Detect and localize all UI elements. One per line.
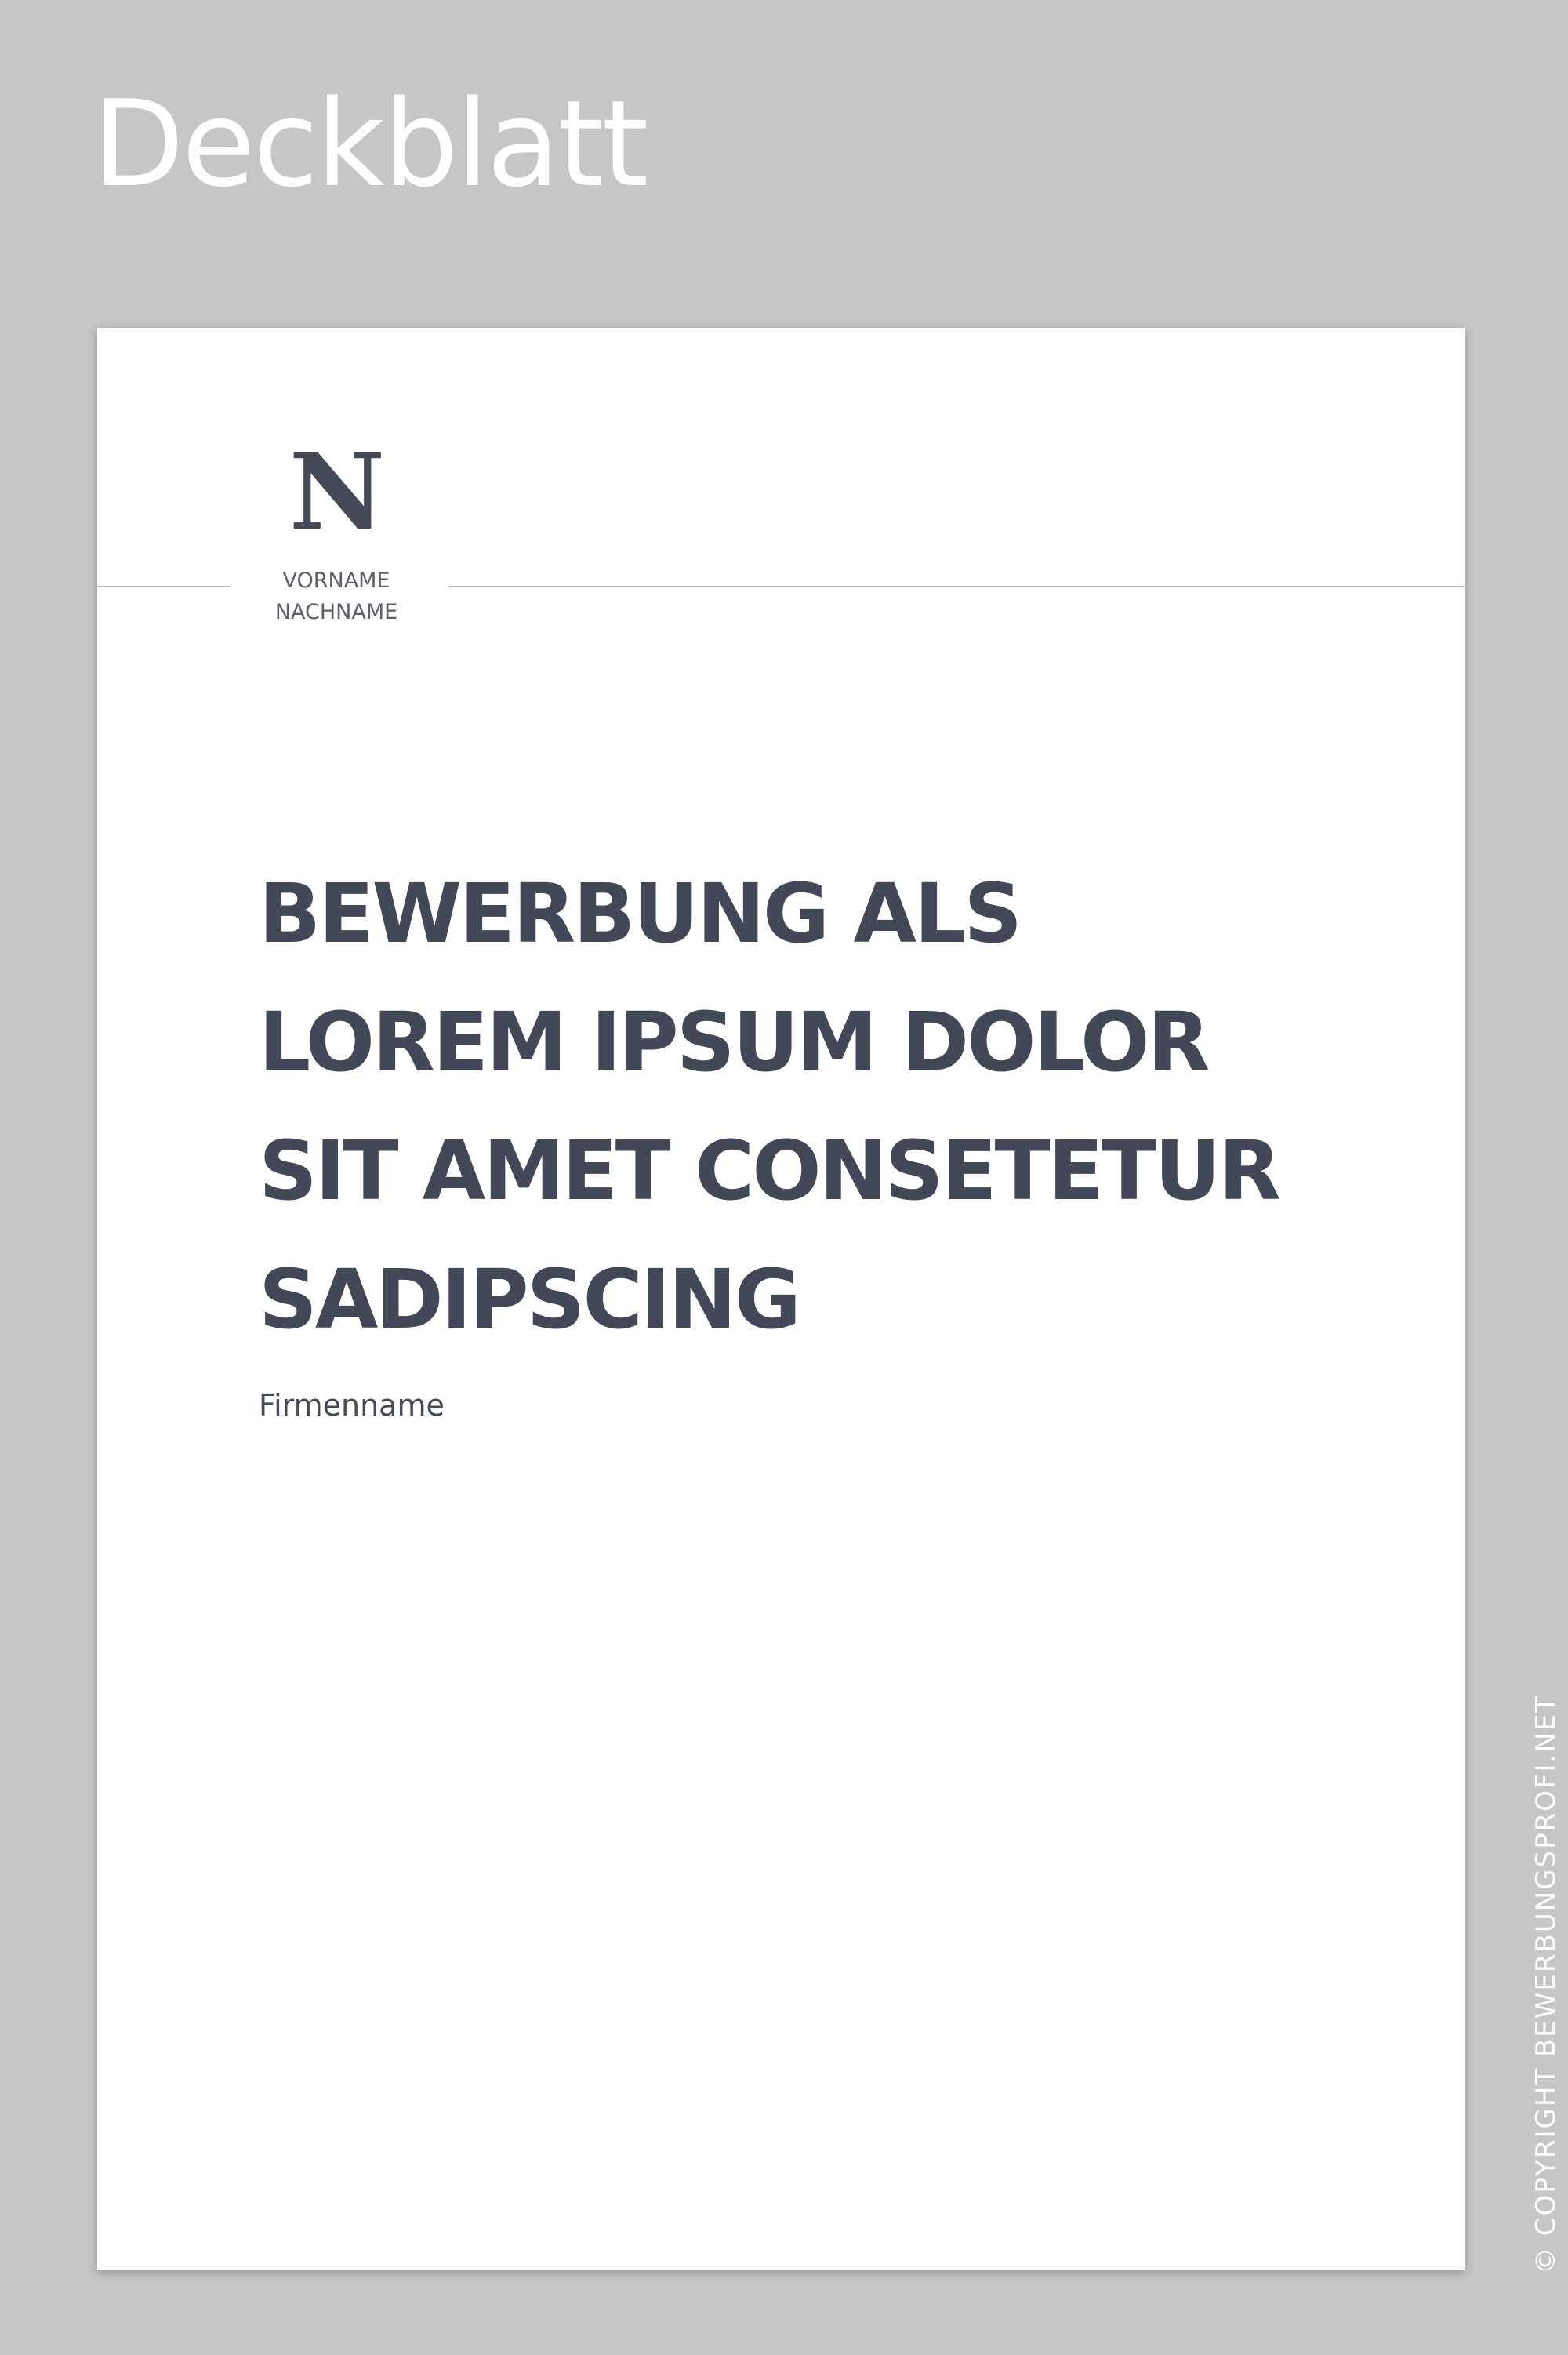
last-name: NACHNAME <box>274 600 398 624</box>
applicant-name <box>258 565 415 628</box>
monogram-logo: N <box>289 430 386 554</box>
headline-line: BEWERBUNG ALS <box>259 866 1021 961</box>
first-name: VORNAME <box>282 569 390 593</box>
header-divider-left <box>97 586 230 587</box>
application-headline <box>259 849 1317 1364</box>
headline-line: LOREM IPSUM DOLOR <box>259 994 1208 1090</box>
company-name: Firmenname <box>259 1388 445 1423</box>
header-divider-right <box>448 586 1465 587</box>
headline-line: SADIPSCING <box>259 1252 799 1347</box>
cover-sheet <box>97 328 1465 2270</box>
headline-line: SIT AMET CONSETETUR <box>259 1123 1279 1219</box>
copyright-notice: © COPYRIGHT BEWERBUNGSPROFI.NET <box>1530 1694 1562 2274</box>
page-title: Deckblatt <box>93 75 647 213</box>
